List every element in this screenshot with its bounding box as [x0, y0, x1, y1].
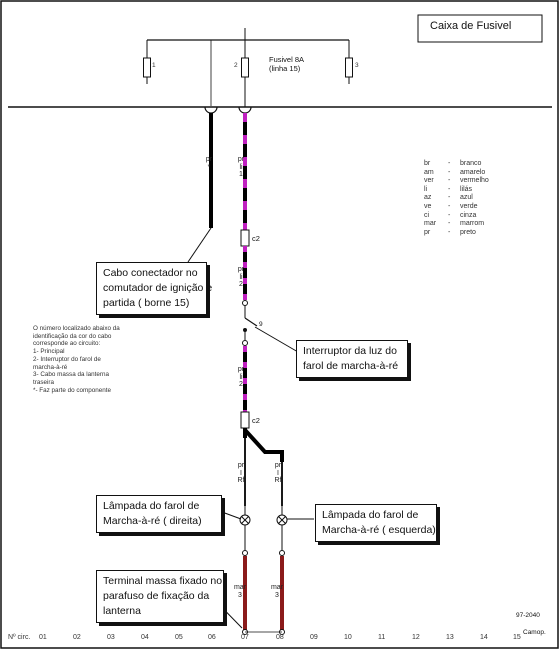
circuit-number: 11	[378, 634, 386, 641]
lamp-right-callout-line: Marcha-à-ré ( direita)	[103, 515, 202, 527]
ignition-leader	[188, 228, 211, 262]
legend-color-name: lilás	[460, 185, 473, 193]
lamp-left-callout	[315, 504, 437, 542]
wire-label-text: pr	[237, 266, 245, 273]
legend-color-name: amarelo	[460, 168, 486, 176]
terminal-07	[239, 107, 251, 113]
circuit-number: 12	[412, 634, 420, 641]
switch-callout	[296, 340, 408, 378]
terminal-06	[205, 107, 217, 113]
connector-c2-lower	[241, 412, 249, 428]
legend-row	[424, 169, 500, 178]
wire-label-text: I	[240, 469, 242, 477]
legend-dash: -	[448, 228, 451, 236]
fuse-2-number: 2	[234, 62, 238, 69]
legend-code: mar	[424, 220, 437, 228]
fuse-1	[144, 58, 151, 77]
legend-row	[424, 212, 500, 221]
circuit-number: 15	[513, 634, 521, 641]
note-line: 1- Principal	[33, 348, 65, 356]
wire-label-text: li	[239, 373, 243, 381]
legend-color-name: vermelho	[460, 177, 489, 185]
fuse-2	[242, 58, 249, 77]
wire-label-text: I	[277, 469, 279, 477]
wire-label-text: li	[239, 273, 243, 281]
circuit-number: 05	[175, 634, 183, 641]
wire-label-text: 2	[239, 381, 243, 389]
wire-label-text: pr	[237, 366, 245, 373]
switch-blade	[245, 318, 257, 326]
legend-dash: -	[448, 194, 451, 202]
wire-label-text: pr	[274, 462, 282, 469]
legend-row	[424, 177, 500, 186]
switch-callout-line: farol de marcha-à-ré	[303, 360, 399, 372]
doc-tag: Camop.	[523, 629, 546, 636]
lamp-right-callout	[96, 495, 222, 533]
fuse-3	[346, 58, 353, 77]
legend-dash: -	[448, 211, 451, 219]
switch-callout-line: Interruptor da luz do	[303, 345, 397, 357]
wire-label-text: pr	[237, 462, 245, 469]
ignition-callout	[96, 262, 213, 315]
circuit-number: 04	[141, 634, 149, 641]
wire-label-text: *	[207, 163, 211, 171]
wire-label-07-top	[236, 156, 246, 179]
note-line: 3- Cabo massa da lanterna	[33, 371, 109, 379]
lamp-right-leader	[222, 512, 241, 519]
note-line: corresponde ao circuito:	[33, 340, 101, 348]
wire-label-07-ground	[232, 584, 248, 599]
legend-color-name: preto	[460, 228, 476, 236]
legend-color-name: marrom	[460, 220, 485, 228]
circuit-note	[33, 325, 120, 394]
circuit-number: 03	[107, 634, 115, 641]
wire-label-text: 3	[238, 591, 242, 599]
legend-dash: -	[448, 220, 451, 228]
note-line: 2- Interruptor do farol de	[33, 355, 101, 363]
legend-code: pr	[424, 228, 431, 236]
circuit-number: 01	[39, 634, 47, 641]
fuse-3-number: 3	[355, 62, 359, 69]
legend-code: ve	[424, 202, 432, 210]
wire-label-text: 1	[239, 171, 243, 179]
fuse-box-title: Caixa de Fusivel	[430, 20, 512, 32]
note-line: *- Faz parte do componente	[33, 386, 112, 394]
wire-label-text: 3	[275, 591, 279, 599]
wire-label-text: Rf	[237, 477, 245, 485]
legend-code: li	[424, 185, 428, 193]
ignition-callout-line: Cabo conectador no	[103, 267, 198, 279]
wire-label-06	[204, 156, 214, 171]
fuse-2-desc-line2: (linha 15)	[269, 64, 301, 73]
legend-color-name: branco	[460, 160, 482, 167]
legend-code: br	[424, 160, 431, 167]
circuit-number: 14	[480, 634, 488, 641]
legend-color-name: cinza	[460, 211, 477, 219]
circuit-number: 10	[344, 634, 352, 641]
wire-label-text: Rf	[274, 477, 282, 485]
note-line: identificação da cor do cabo	[33, 332, 112, 340]
wire-label-text: mar	[233, 584, 247, 591]
wire-label-07-low	[236, 366, 246, 389]
wire-label-07-mid	[236, 266, 246, 289]
ground-callout	[96, 570, 224, 623]
legend-dash: -	[448, 177, 451, 185]
ignition-callout-line: partida ( borne 15)	[103, 297, 190, 309]
circuit-number: 02	[73, 634, 81, 641]
fuse-2-desc-line1: Fusivel 8A	[269, 55, 305, 64]
legend-color-name: azul	[460, 194, 473, 202]
wire-label-08-ground	[269, 584, 285, 599]
legend-code: am	[424, 168, 434, 176]
wire-label-text: pr	[205, 156, 213, 163]
lamp-left-callout-line: Marcha-à-ré ( esquerda)	[322, 524, 436, 536]
lamp-left-terminal	[280, 551, 285, 556]
note-line: traseira	[33, 378, 54, 386]
color-legend	[424, 160, 500, 237]
circuit-number: 08	[276, 634, 284, 641]
ignition-callout-line: comutador de ignição e	[103, 282, 213, 294]
circuit-number: 07	[241, 634, 249, 641]
ground-callout-line: Terminal massa fixado no	[103, 575, 223, 587]
fuse-1-number: 1	[152, 62, 156, 69]
lamp-right-terminal	[243, 551, 248, 556]
circuit-number-row	[0, 634, 559, 646]
wire-split-08	[245, 430, 282, 462]
legend-dash: -	[448, 185, 451, 193]
wire-label-text: mar	[270, 584, 284, 591]
legend-row	[424, 229, 500, 238]
legend-code: az	[424, 194, 432, 202]
ground-callout-line: parafuso de fixação da	[103, 590, 210, 602]
legend-row	[424, 203, 500, 212]
legend-row	[424, 194, 500, 203]
legend-row	[424, 160, 500, 169]
legend-dash: -	[448, 202, 451, 210]
circuit-number: 09	[310, 634, 318, 641]
legend-code: ci	[424, 211, 430, 219]
circuit-number: 06	[208, 634, 216, 641]
circuit-number: 13	[446, 634, 454, 641]
wire-label-text: pr	[237, 156, 245, 163]
legend-code: ver	[424, 177, 434, 185]
switch-pin-label: 9	[259, 321, 263, 328]
wire-label-text: 2	[239, 281, 243, 289]
circuit-header: Nº circ.	[8, 634, 31, 641]
connector-c2-upper	[241, 230, 249, 246]
switch-terminal-bottom	[243, 341, 248, 346]
lamp-left-callout-line: Lâmpada do farol de	[322, 509, 419, 521]
lamp-right-callout-line: Lâmpada do farol de	[103, 500, 200, 512]
legend-row	[424, 220, 500, 229]
connector-c2-upper-label: c2	[252, 234, 260, 243]
note-line: O número localizado abaixo da	[33, 325, 120, 332]
switch-leader	[255, 327, 298, 352]
legend-row	[424, 186, 500, 195]
legend-dash: -	[448, 160, 451, 167]
legend-color-name: verde	[460, 202, 478, 210]
connector-c2-lower-label: c2	[252, 416, 260, 425]
wire-label-08-lamp	[273, 462, 283, 485]
wire-label-text: li	[239, 163, 243, 171]
note-line: marcha-à-ré	[33, 363, 68, 371]
ground-callout-line: lanterna	[103, 605, 141, 617]
switch-terminal-top	[243, 301, 248, 306]
legend-dash: -	[448, 168, 451, 176]
doc-code: 97-2040	[516, 612, 540, 619]
wire-label-07-lamp	[236, 462, 246, 485]
